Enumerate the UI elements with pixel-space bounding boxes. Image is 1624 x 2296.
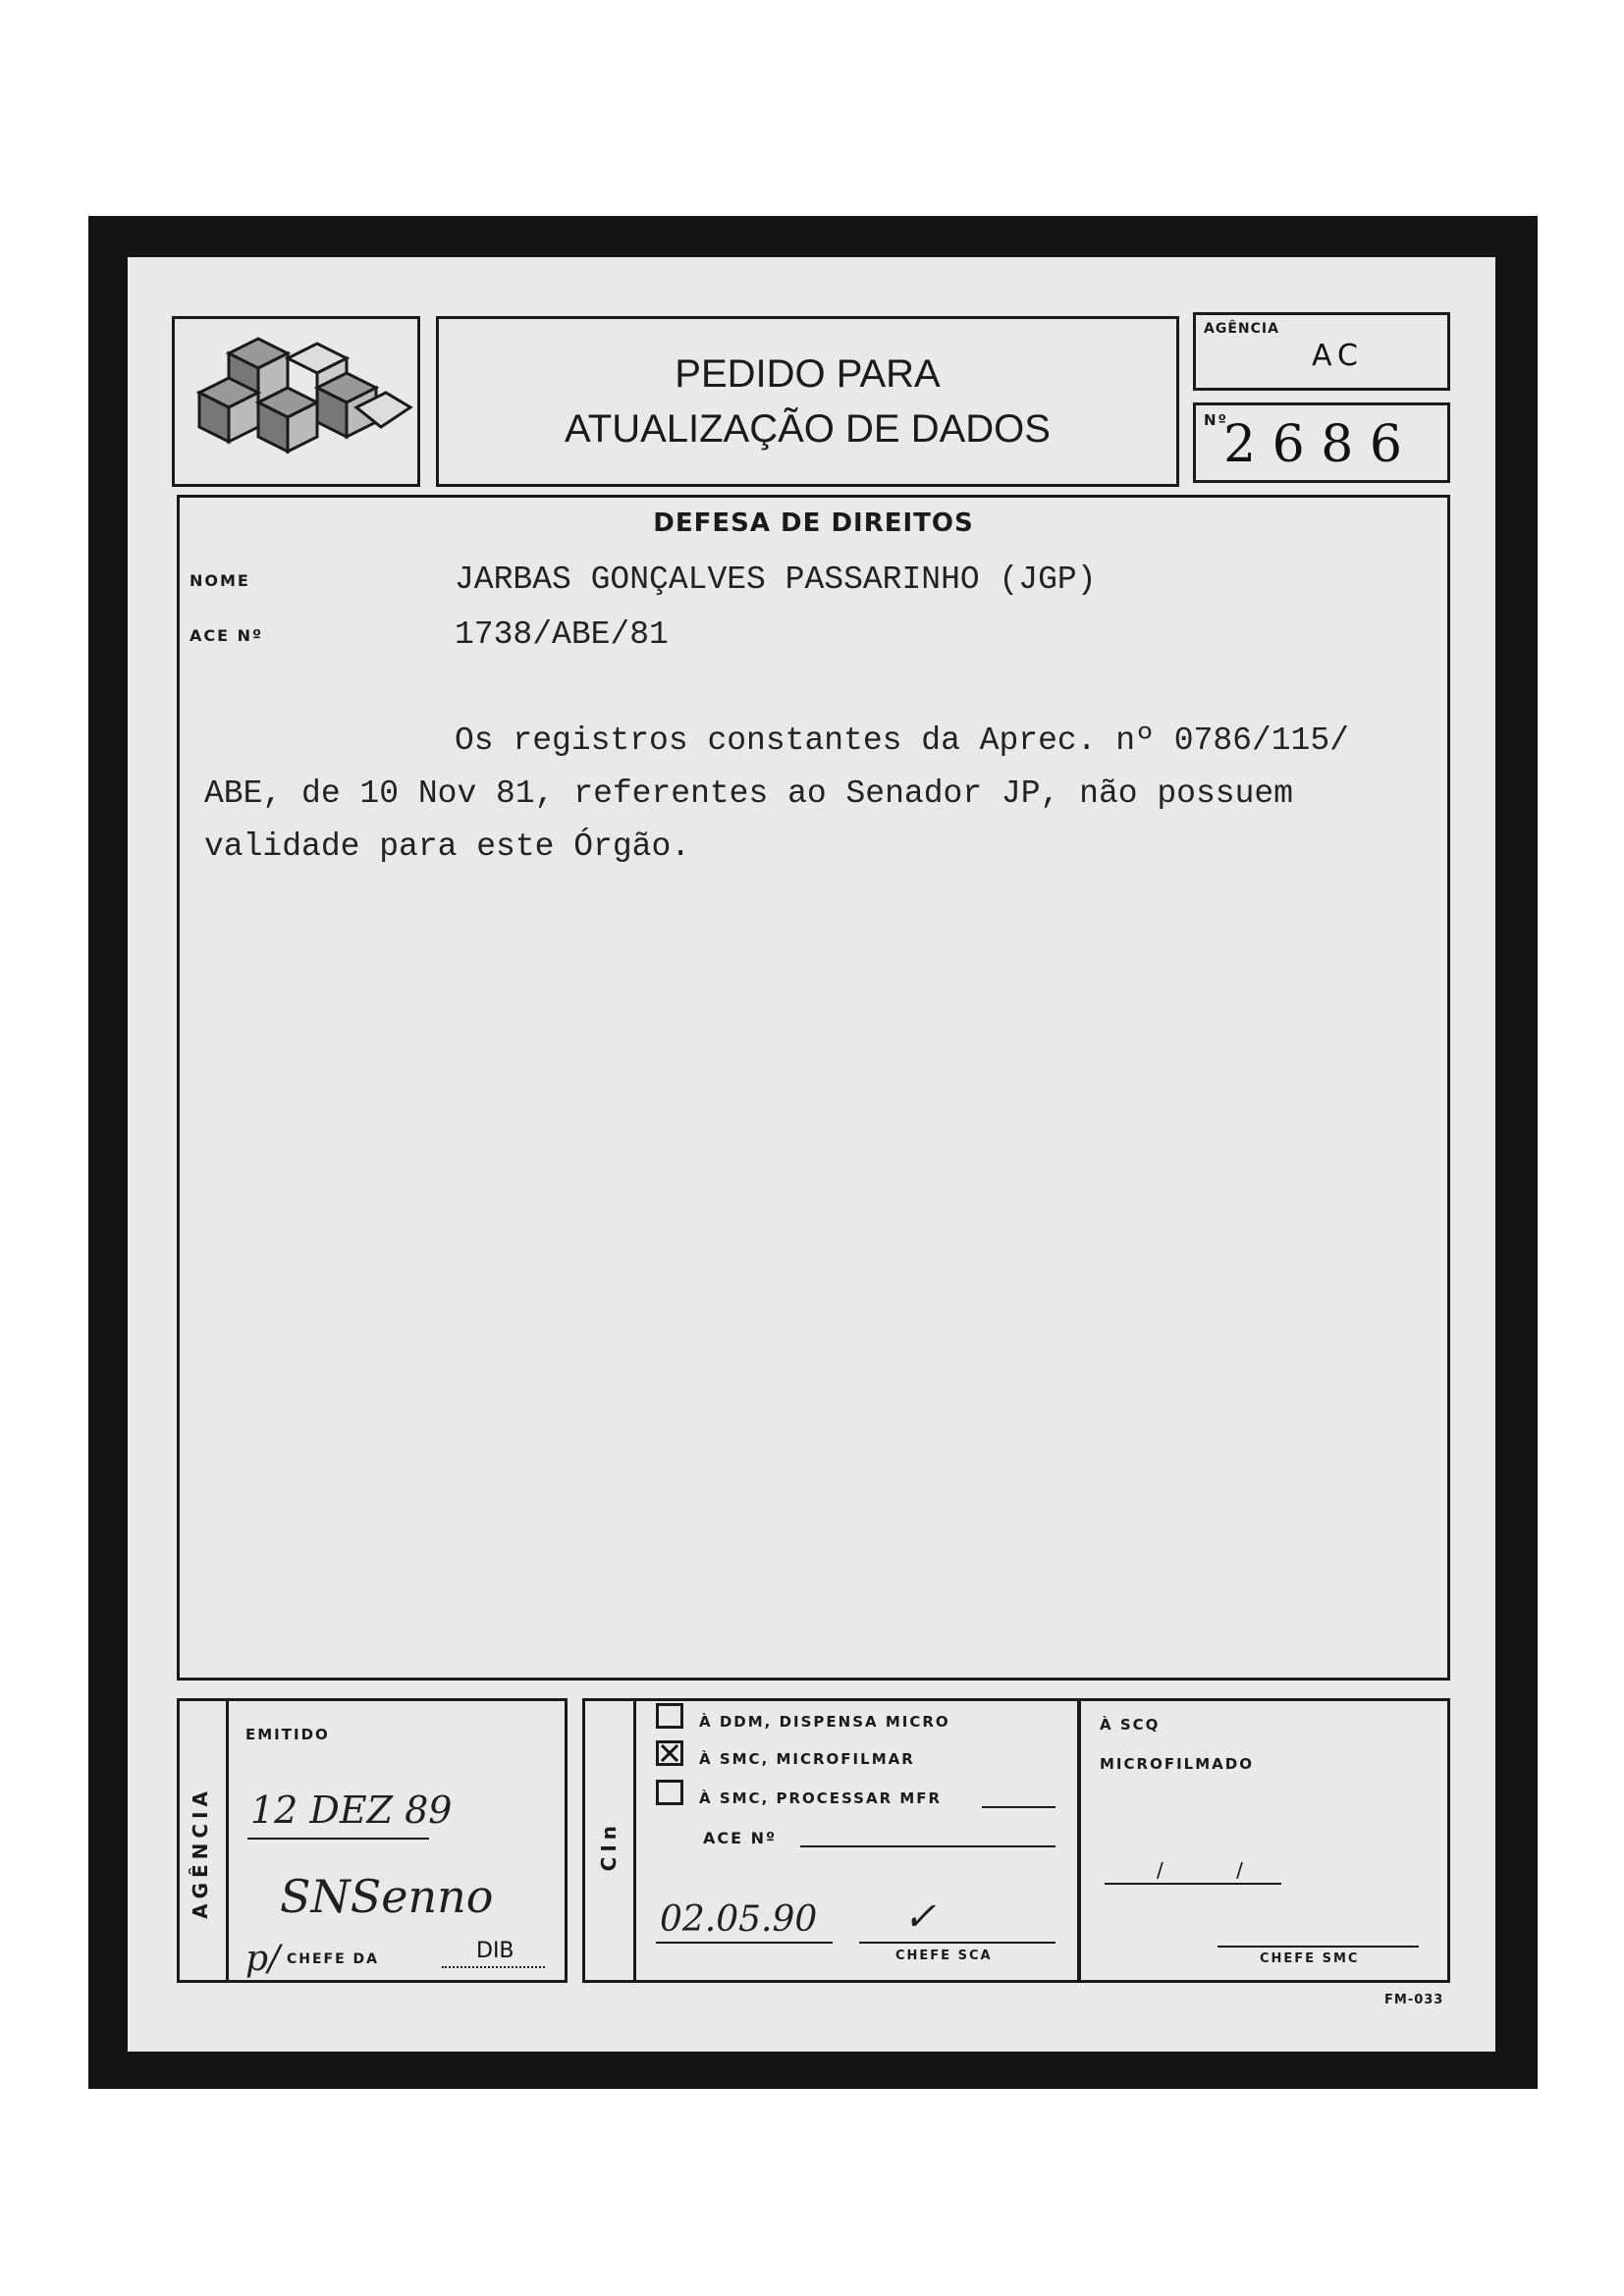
emitido-date-line xyxy=(247,1838,429,1840)
numero-label: Nº xyxy=(1204,411,1229,429)
agencia-label: AGÊNCIA xyxy=(1204,321,1279,337)
sca-initials: ✓ xyxy=(903,1895,937,1940)
agencia-value: AC xyxy=(1312,339,1364,373)
scq-box xyxy=(1077,1698,1450,1983)
ace-no-line xyxy=(800,1845,1056,1847)
nome-value: JARBAS GONÇALVES PASSARINHO (JGP) xyxy=(455,561,1097,598)
chefe-smc-line xyxy=(1218,1946,1419,1948)
emitido-date: 12 DEZ 89 xyxy=(250,1789,453,1832)
chefe-da-label: CHEFE DA xyxy=(287,1951,380,1967)
option2-checkbox[interactable] xyxy=(656,1740,683,1766)
emitido-divider xyxy=(226,1698,229,1983)
ace-no-label: ACE Nº xyxy=(703,1829,778,1847)
chefe-sca-line xyxy=(859,1942,1056,1944)
option1-checkbox[interactable] xyxy=(656,1703,683,1729)
numero-box xyxy=(1193,402,1450,483)
option3-checkbox[interactable] xyxy=(656,1780,683,1805)
chefe-smc-label: CHEFE SMC xyxy=(1260,1951,1360,1966)
chefe-da-value: DIB xyxy=(476,1939,514,1963)
mfr-line xyxy=(982,1806,1056,1808)
numero-value: 2 6 8 6 xyxy=(1223,415,1402,474)
agencia-vertical-label: AGÊNCIA xyxy=(189,1787,212,1919)
form-code: FM-033 xyxy=(1384,1993,1444,2007)
body-text-line2: ABE, de 10 Nov 81, referentes ao Senador JP, não possuem xyxy=(204,775,1293,812)
nome-label: NOME xyxy=(189,571,250,590)
body-text-line3: validade para este Órgão. xyxy=(204,828,691,865)
ace-label: ACE Nº xyxy=(189,626,264,645)
date2-line xyxy=(656,1942,833,1944)
option3-label: À SMC, PROCESSAR MFR xyxy=(699,1789,943,1807)
ace-value: 1738/ABE/81 xyxy=(455,616,669,653)
section-heading: DEFESA DE DIREITOS xyxy=(653,508,974,538)
body-text-line1: Os registros constantes da Aprec. nº 0786/115/ xyxy=(455,722,1349,759)
cubes-logo-icon xyxy=(175,319,417,484)
chefe-da-line xyxy=(442,1966,545,1968)
form-title-line1: PEDIDO PARA xyxy=(675,352,941,396)
cin-vertical-label: CIn xyxy=(597,1821,621,1872)
option2-label: À SMC, MICROFILMAR xyxy=(699,1750,915,1768)
logo-box xyxy=(172,316,420,487)
scq-label: À SCQ xyxy=(1100,1716,1161,1734)
form-title-line2: ATUALIZAÇÃO DE DADOS xyxy=(565,407,1051,451)
emitido-label: EMITIDO xyxy=(245,1726,330,1743)
cin-divider xyxy=(633,1698,636,1983)
check-x-icon xyxy=(659,1743,680,1763)
agencia-box xyxy=(1193,312,1450,391)
chefe-sca-label: CHEFE SCA xyxy=(895,1949,993,1963)
option1-label: À DDM, DISPENSA MICRO xyxy=(699,1713,950,1731)
main-section-box xyxy=(177,495,1450,1681)
signature: SNSenno xyxy=(280,1870,494,1923)
title-box xyxy=(436,316,1179,487)
date-blank-line xyxy=(1105,1883,1281,1885)
chefe-prefix: p/ xyxy=(245,1939,281,1979)
date2: 02.05.90 xyxy=(660,1899,818,1940)
microfilmado-label: MICROFILMADO xyxy=(1100,1755,1254,1773)
date-blank: / / xyxy=(1157,1858,1276,1882)
